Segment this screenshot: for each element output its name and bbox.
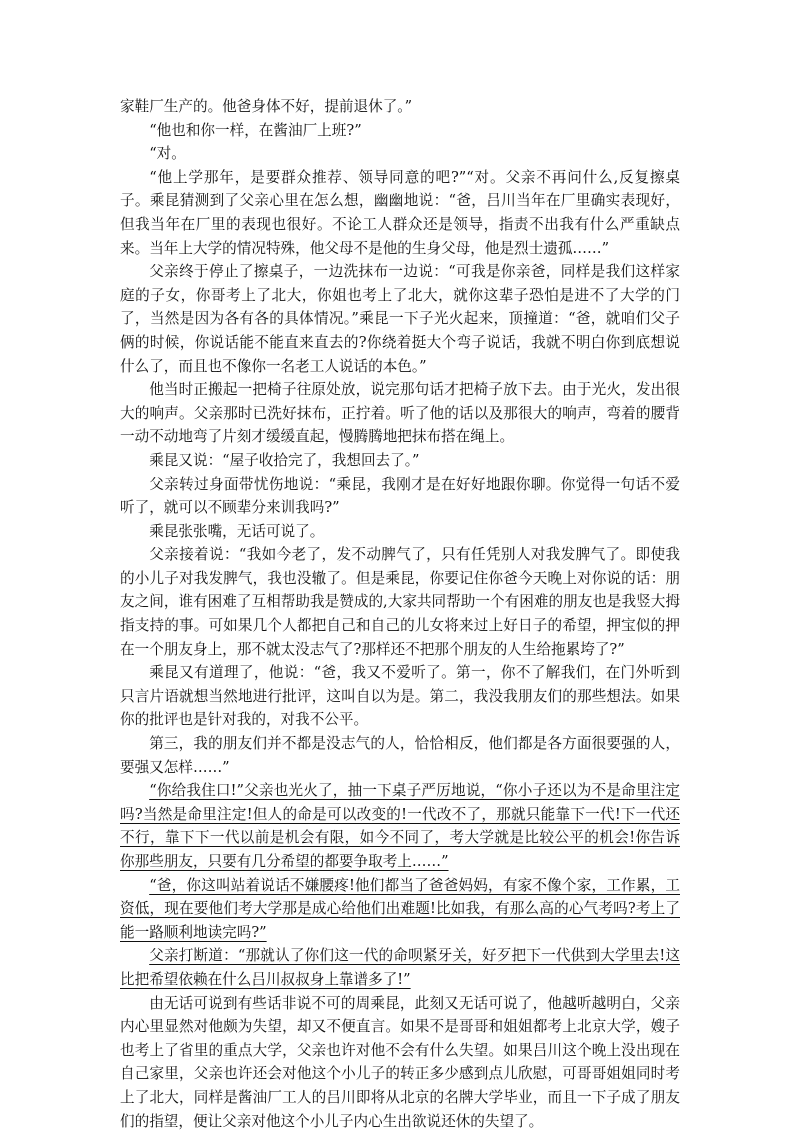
paragraph-13: “你给我住口!”父亲也光火了，抽一下桌子严厉地说，“你小子还以为不是命里注定吗?当然是命里注定!但人的命是可以改变的!一代改不了，那就只能靠下一代!下一代还不行，靠下下一代以前是机会有限，如今不同了，考大学就是比较公平的机会!你告诉你那些朋友，只要有几分希望的都要争取考上……” (120, 782, 680, 870)
paragraph-3: “对。 (149, 145, 186, 163)
paragraph-2: “他也和你一样，在酱油厂上班?” (149, 121, 362, 139)
paragraph-15: 父亲打断道：“那就认了你们这一代的命呗紧牙关，好歹把下一代供到大学里去!这比把希望依赖在什么吕川叔叔身上靠谱多了!” (120, 947, 680, 988)
paragraph-14: “爸，你这叫站着说话不嫌腰疼!他们都当了爸爸妈妈，有家不像个家，工作累，工资低，现在要他们考大学那是成心给他们出难题!比如我，有那么高的心气考吗?考上了能一路顺利地读完吗?” (120, 876, 680, 941)
paragraph-4: “他上学那年，是要群众推荐、领导同意的吧?”“对。父亲不再问什么,反复擦桌子。乘昆猜测到了父亲心里在怎么想，幽幽地说：“爸，吕川当年在厂里确实表现好，但我当年在厂里的表现也很好。不论工人群众还是领导，指责不出我有什么严重缺点来。当年上大学的情况特殊，他父母不是他的生身父母，他是烈士遗孤……” (120, 168, 680, 257)
paragraph-8: 父亲转过身面带忧伤地说：“乘昆，我刚才是在好好地跟你聊。你觉得一句话不爱听了，就可以不顾辈分来训我吗?” (120, 475, 680, 517)
paragraph-16: 由无话可说到有些话非说不可的周乘昆，此刻又无话可说了，他越听越明白，父亲内心里显然对他颇为失望，却又不便直言。如果不是哥哥和姐姐都考上北京大学，嫂子也考上了省里的重点大学，父亲也许对他不会有什么失望。如果吕川这个晚上没出现在自己家里，父亲也许还会对他这个小儿子的转正多少感到点儿欣慰，可哥哥姐姐同时考上了北大，同样是酱油厂工人的吕川即将从北京的名牌大学毕业，而且一下子成了朋友们的指望，便让父亲对他这个小儿子内心生出欲说还休的失望了。 (120, 994, 680, 1130)
paragraph-11: 乘昆又有道理了，他说：“爸，我又不爱听了。第一，你不了解我们，在门外听到只言片语就想当然地进行批评，这叫自以为是。第二，我没我朋友们的那些想法。如果你的批评也是针对我的，对我不公平。 (120, 664, 680, 729)
paragraph-12: 第三，我的朋友们并不都是没志气的人，恰恰相反，他们都是各方面很要强的人，要强又怎样……” (120, 735, 680, 776)
paragraph-10: 父亲接着说：“我如今老了，发不动脾气了，只有任凭别人对我发脾气了。即使我的小儿子对我发脾气，我也没辙了。但是乘昆，你要记住你爸今天晚上对你说的话：朋友之间，谁有困难了互相帮助我是赞成的,大家共同帮助一个有困难的朋友也是我竖大拇指支持的事。可如果几个人都把自己和自己的儿女将来过上好日子的希望，押宝似的押在一个朋友身上，那不就太没志气了?那样还不把那个朋友的人生给拖累垮了?” (120, 546, 680, 658)
paragraph-7: 乘昆又说：“屋子收拾完了，我想回去了。” (149, 451, 420, 469)
paragraph-9: 乘昆张张嘴，无话可说了。 (149, 522, 325, 540)
paragraph-1: 家鞋厂生产的。他爸身体不好，提前退休了。” (120, 98, 413, 115)
paragraph-5: 父亲终于停止了擦桌子，一边洗抹布一边说：“可我是你亲爸，同样是我们这样家庭的子女，你哥考上了北大，你姐也考上了北大，就你这辈子恐怕是进不了大学的门了，当然是因为各有各的具体情况。”乘昆一下子光火起来，顶撞道：“爸，就咱们父子俩的时候，你说话能不能直来直去的?你绕着挺大个弯子说话，我就不明白你到底想说什么了，而且也不像你一名老工人说话的本色。” (120, 263, 680, 375)
paragraph-6: 他当时正搬起一把椅子往原处放，说完那句话才把椅子放下去。由于光火，发出很大的响声。父亲那时已洗好抹布，正拧着。听了他的话以及那很大的响声，弯着的腰背一动不动地弯了片刻才缓缓直起，慢腾腾地把抹布搭在绳上。 (120, 381, 680, 446)
document-page (120, 95, 680, 1133)
